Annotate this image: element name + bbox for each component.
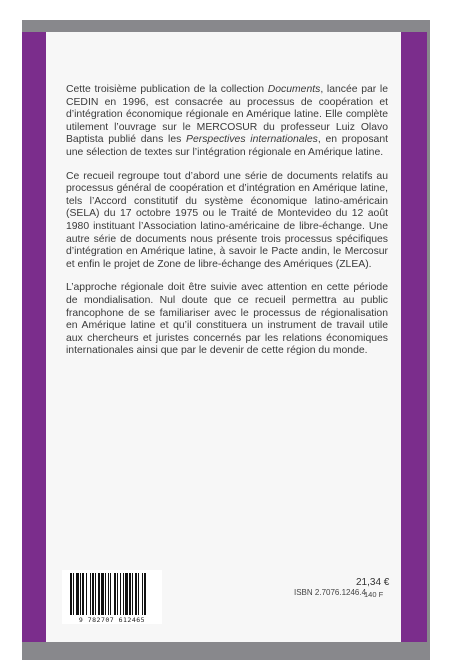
p1-text-a: Cette troisième publication de la collection xyxy=(66,84,268,95)
blurb-text xyxy=(66,84,388,369)
barcode xyxy=(62,570,162,624)
barcode-bar xyxy=(92,573,94,615)
p1-series-title: Perspectives internationales xyxy=(186,134,318,146)
barcode-bar xyxy=(86,573,87,615)
p1-collection-title: Documents xyxy=(267,84,321,95)
barcode-bar xyxy=(95,573,96,615)
paragraph-3: L’approche régionale doit être suivie avec attention en cette période de mondialisation. Nul doute que ce recueil permettra au public francophone de se familiariser avec le processus de régionalisation en Amérique latine et qu’il constituera un instrument de travail utile aux chercheurs et juristes concernés par les relations économiques internationales ainsi que par le devenir de cette région du monde. xyxy=(66,282,388,357)
barcode-bar xyxy=(76,573,79,615)
barcode-bar xyxy=(132,573,133,615)
barcode-digits: 9 782707 612465 xyxy=(78,616,146,624)
p1-text-b: , lancée par le CEDIN en 1996, est consacrée au processus de coopération et d’intégration économique régionale en Amérique latine. Elle complète utilement l’ouvrage sur le MERCOSUR du professeur Luiz Olavo Baptista publié dans les xyxy=(66,84,389,146)
barcode-bar xyxy=(98,573,100,615)
barcode-bar xyxy=(105,573,106,615)
barcode-bars xyxy=(70,573,154,615)
barcode-bar xyxy=(101,573,104,615)
barcode-bar xyxy=(117,573,118,615)
barcode-bar xyxy=(123,573,124,615)
barcode-bar xyxy=(144,573,146,615)
isbn-number: ISBN 2.7076.1246.4 xyxy=(294,588,367,597)
price-francs: 140 F xyxy=(364,590,384,599)
right-purple-band xyxy=(401,32,427,642)
barcode-bar xyxy=(114,573,116,615)
barcode-bar xyxy=(129,573,131,615)
barcode-bar xyxy=(142,573,143,615)
barcode-bar xyxy=(110,573,111,615)
barcode-bar xyxy=(82,573,84,615)
paragraph-2: Ce recueil regroupe tout d’abord une série de documents relatifs au processus général de coopération et d’intégration en Amérique latine, tels l’Accord constitutif du système économique latino-américain (SELA) du 17 octobre 1975 ou le Traité de Montevideo du 12 août 1980 instituant l’Association latino-américaine de libre-échange. Une autre série de documents nous présente trois processus spécifiques d’intégration en Amérique latine, à savoir le Pacte andin, le Mercosur et enfin le projet de Zone de libre-échange des Amériques (ZLEA). xyxy=(66,170,388,270)
barcode-bar xyxy=(135,573,137,615)
barcode-bar xyxy=(90,573,91,615)
barcode-bar xyxy=(120,573,121,615)
barcode-bar xyxy=(138,573,139,615)
left-purple-band xyxy=(22,32,46,642)
barcode-bar xyxy=(80,573,81,615)
barcode-bar xyxy=(73,573,74,615)
paragraph-1 xyxy=(66,84,388,160)
p1-text-c: , en proposant une sélection de textes sur l’intégration régionale en Amérique latine. xyxy=(66,134,388,158)
barcode-bar xyxy=(70,573,72,615)
barcode-bar xyxy=(108,573,109,615)
barcode-bar xyxy=(125,573,128,615)
price-euro: 21,34 € xyxy=(356,577,390,588)
